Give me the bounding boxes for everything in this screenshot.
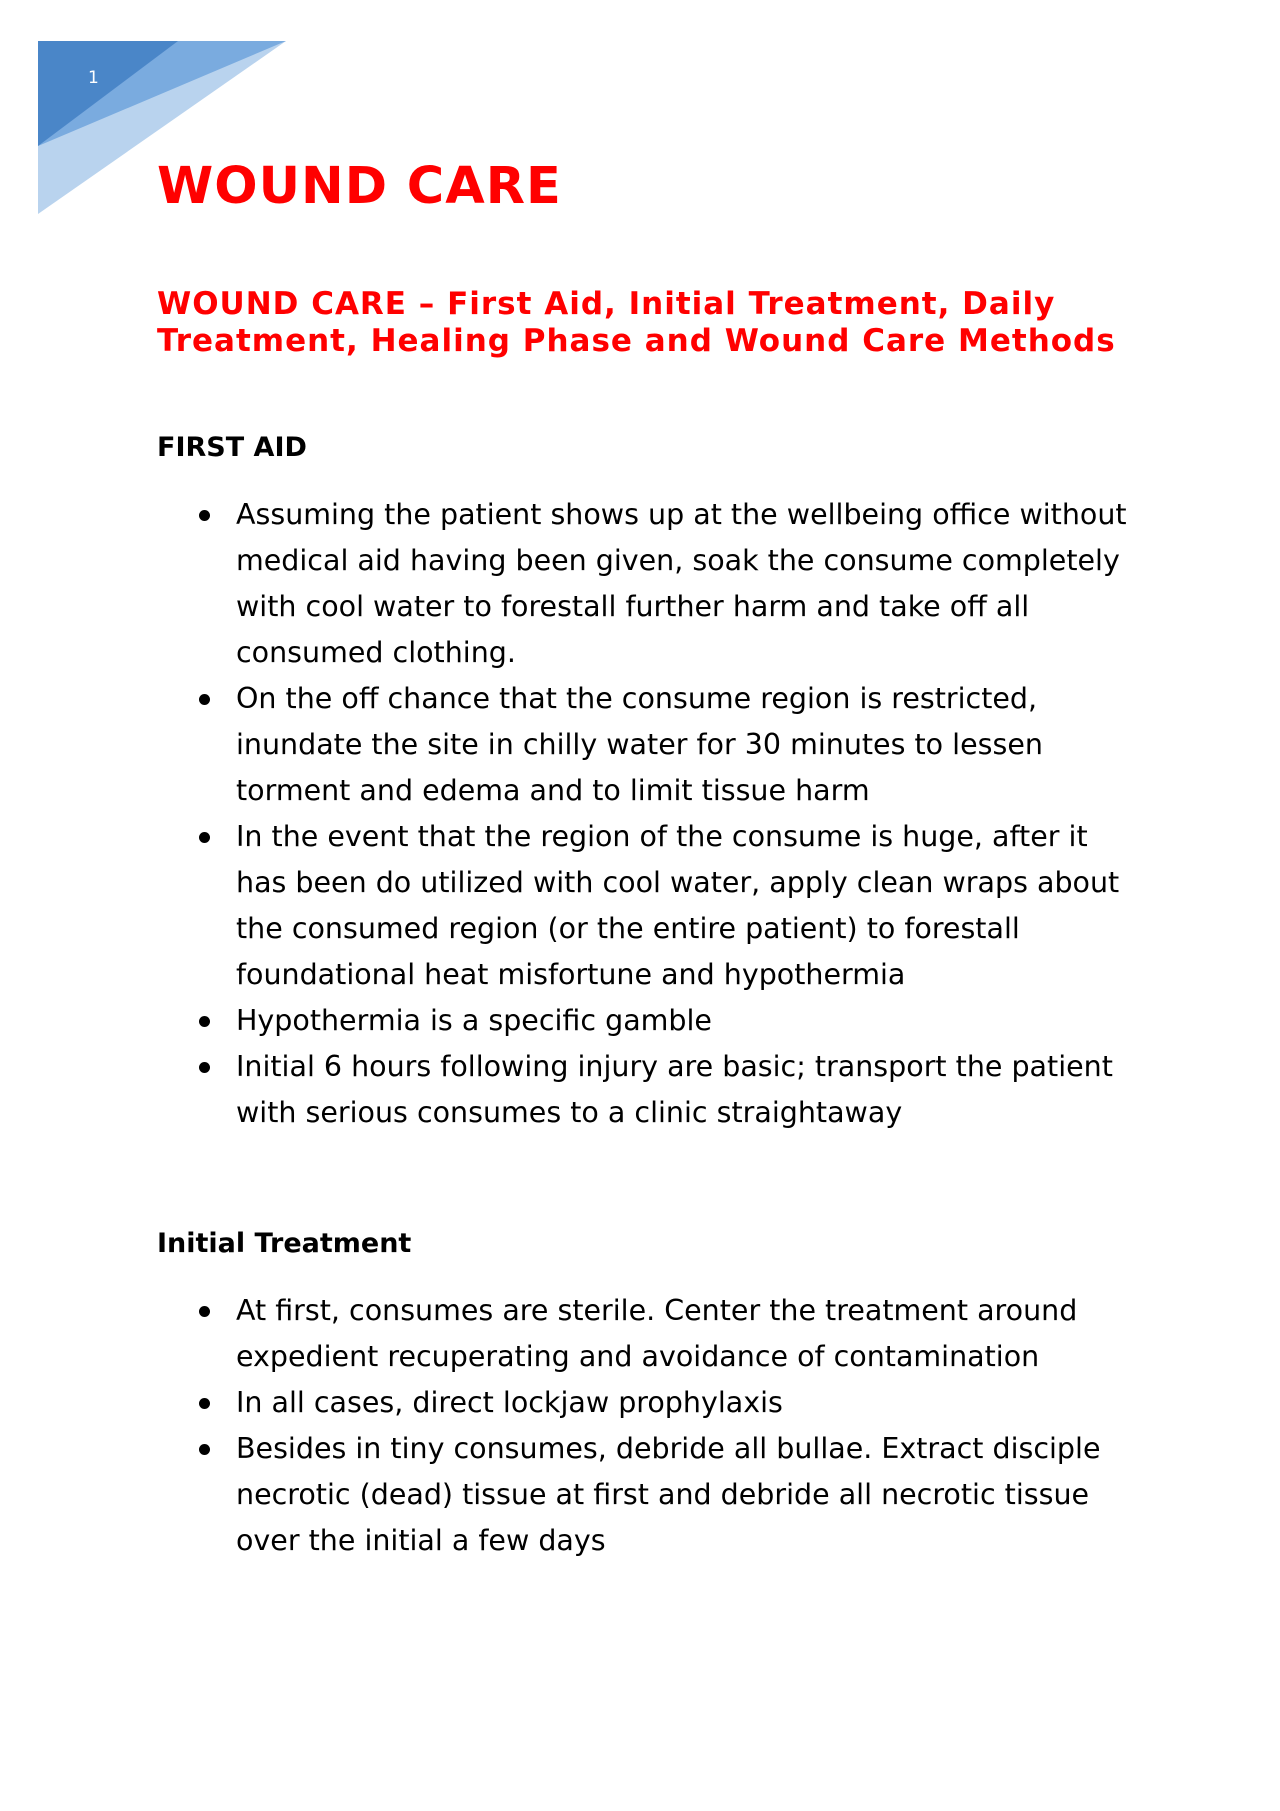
list-item bbox=[157, 676, 1137, 814]
list-item-text: At first, consumes are sterile. Center the treatment around expedient recuperating and avoidance of contamination bbox=[236, 1294, 1078, 1373]
list-item bbox=[157, 814, 1137, 998]
document-body bbox=[157, 155, 1137, 1564]
list-item-text: Hypothermia is a specific gamble bbox=[236, 1004, 712, 1037]
list-item-text: In the event that the region of the consume is huge, after it has been do utilized with cool water, apply clean wraps about the consumed region (or the entire patient) to forestall foundational heat misfortune and hypothermia bbox=[236, 820, 1120, 991]
list-item bbox=[157, 1288, 1137, 1380]
list-item-text: Assuming the patient shows up at the wellbeing office without medical aid having been given, soak the consume completely with cool water to forestall further harm and take off all consumed clothing. bbox=[236, 498, 1127, 669]
bullet-icon bbox=[199, 1306, 210, 1317]
bullet-list-first-aid bbox=[157, 492, 1137, 1136]
list-item bbox=[157, 998, 1137, 1044]
section-heading-initial-treatment: Initial Treatment bbox=[157, 1228, 412, 1259]
bullet-icon bbox=[199, 1398, 210, 1409]
list-item-text: In all cases, direct lockjaw prophylaxis bbox=[236, 1386, 783, 1419]
bullet-list-initial-treatment bbox=[157, 1288, 1137, 1564]
list-item bbox=[157, 1426, 1137, 1564]
page-number: 1 bbox=[88, 68, 99, 88]
bullet-icon bbox=[199, 694, 210, 705]
list-item bbox=[157, 1044, 1137, 1136]
document-title: WOUND CARE bbox=[157, 157, 562, 216]
bullet-icon bbox=[199, 1016, 210, 1027]
list-item bbox=[157, 1380, 1137, 1426]
list-item-text: On the off chance that the consume region is restricted, inundate the site in chilly water for 30 minutes to lessen torment and edema and to limit tissue harm bbox=[236, 682, 1043, 807]
bullet-icon bbox=[199, 510, 210, 521]
list-item-text: Besides in tiny consumes, debride all bullae. Extract disciple necrotic (dead) tissue at first and debride all necrotic tissue over the initial a few days bbox=[236, 1432, 1101, 1557]
document-subtitle: WOUND CARE – First Aid, Initial Treatment, Daily Treatment, Healing Phase and Wound Care Methods bbox=[157, 286, 1116, 359]
section-heading-first-aid: FIRST AID bbox=[157, 432, 307, 463]
list-item-text: Initial 6 hours following injury are basic; transport the patient with serious consumes to a clinic straightaway bbox=[236, 1050, 1113, 1129]
bullet-icon bbox=[199, 1062, 210, 1073]
bullet-icon bbox=[199, 1444, 210, 1455]
list-item bbox=[157, 492, 1137, 676]
bullet-icon bbox=[199, 832, 210, 843]
